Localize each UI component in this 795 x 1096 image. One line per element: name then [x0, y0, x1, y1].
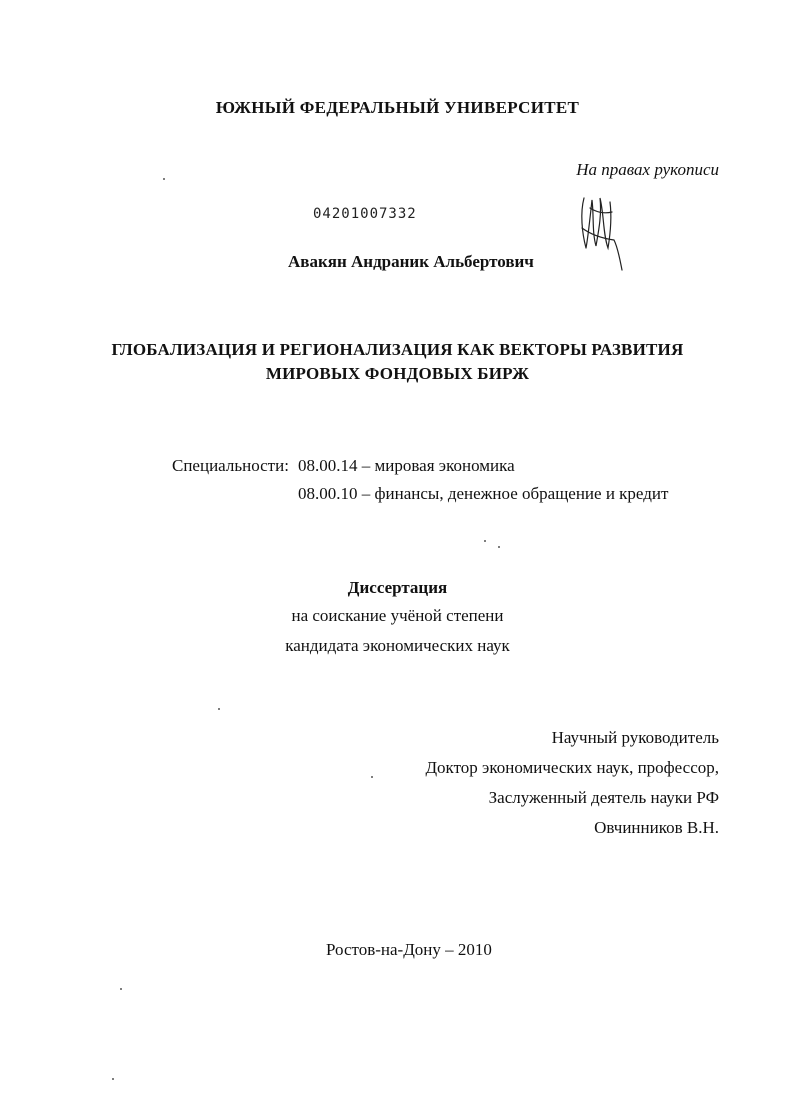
thesis-title-line-1: ГЛОБАЛИЗАЦИЯ И РЕГИОНАЛИЗАЦИЯ КАК ВЕКТОРЫ РАЗВИТИЯ — [111, 340, 684, 359]
document-type: Диссертация — [347, 578, 448, 597]
city-year: Ростов-на-Дону – 2010 — [326, 940, 492, 959]
scan-speck — [371, 776, 373, 778]
scan-speck — [163, 178, 165, 180]
degree-line-1: на соискание учёной степени — [291, 606, 504, 625]
specialty-item: 08.00.10 – финансы, денежное обращение и кредит — [298, 484, 669, 503]
thesis-title-line-2: МИРОВЫХ ФОНДОВЫХ БИРЖ — [265, 364, 530, 383]
specialties-label: Специальности: — [172, 456, 289, 475]
signature — [570, 188, 630, 278]
supervisor-honor: Заслуженный деятель науки РФ — [488, 788, 719, 807]
specialty-item: 08.00.14 – мировая экономика — [298, 456, 515, 475]
scan-speck — [498, 546, 500, 548]
archive-code: 04201007332 — [313, 206, 417, 222]
author-name: Авакян Андраник Альбертович — [288, 252, 534, 271]
supervisor-name: Овчинников В.Н. — [594, 818, 719, 837]
scan-speck — [112, 1078, 114, 1080]
supervisor-role: Научный руководитель — [551, 728, 719, 747]
manuscript-rights-note: На правах рукописи — [576, 160, 719, 179]
scan-speck — [484, 540, 486, 542]
degree-line-2: кандидата экономических наук — [285, 636, 510, 655]
scan-speck — [218, 708, 220, 710]
scan-speck — [120, 988, 122, 990]
supervisor-degree: Доктор экономических наук, профессор, — [425, 758, 719, 777]
university-name: ЮЖНЫЙ ФЕДЕРАЛЬНЫЙ УНИВЕРСИТЕТ — [215, 98, 580, 117]
